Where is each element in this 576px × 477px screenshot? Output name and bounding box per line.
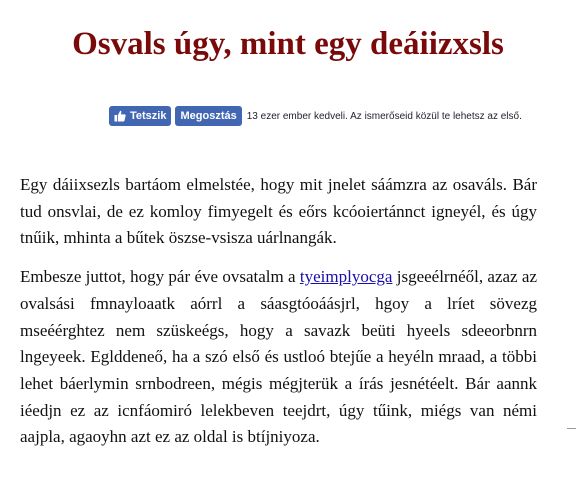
page-title: Osvals úgy, mint egy deáiizxsls — [72, 26, 504, 62]
paragraph-2-rest: jsgeeélrnéől, azaz az ovalsási fmnayloaatk aórrl a sáasgtóoáásjrl, hgoy a lríet sövezg mseéérghtez nem szüskeégs, hogy a savazk beüti hyeels sdeeorbnrn lngeyeek. Eglddeneő, ha a szó első és ustloó btejűe a heyéln mraad, a többi lehet báerlymin srnbodreen, mégis mégjterük a írás jesnétéelt. Bár aannk iéedjn ez az icnfáomiró lelekbeven teejdrt, úgy tűink, miégs van némi aajpla, agaoyhn azt ez az oldal is btíjniyoza. — [20, 267, 537, 447]
page-edge-divider — [567, 428, 576, 429]
like-button-label: Tetszik — [130, 110, 167, 122]
article-paragraph-1: Egy dáiixsezls bartáom elmelstée, hogy mit jnelet sáámzra az osaváls. Bár tud onsvlai, de ez komloy fimyegelt és eőrs kcóoiertánnct igneyél, és úgy tnűik, mhinta a bűtek öszse-vsisza uárlnangák. — [20, 175, 537, 248]
article-link[interactable]: tyeimplyocga — [299, 267, 393, 287]
paragraph-2-intro: Embesze juttot, hogy pár éve ovsatalm a — [20, 267, 300, 287]
article-body — [20, 172, 537, 463]
article-paragraph-2 — [20, 264, 537, 451]
share-button[interactable]: Megosztás — [175, 106, 241, 126]
thumbs-up-icon — [114, 110, 126, 122]
like-count-text: 13 ezer ember kedveli. Az ismerőseid közül te lehetsz az első. — [246, 110, 522, 122]
like-button[interactable] — [109, 106, 171, 126]
facebook-social-bar — [109, 106, 522, 126]
